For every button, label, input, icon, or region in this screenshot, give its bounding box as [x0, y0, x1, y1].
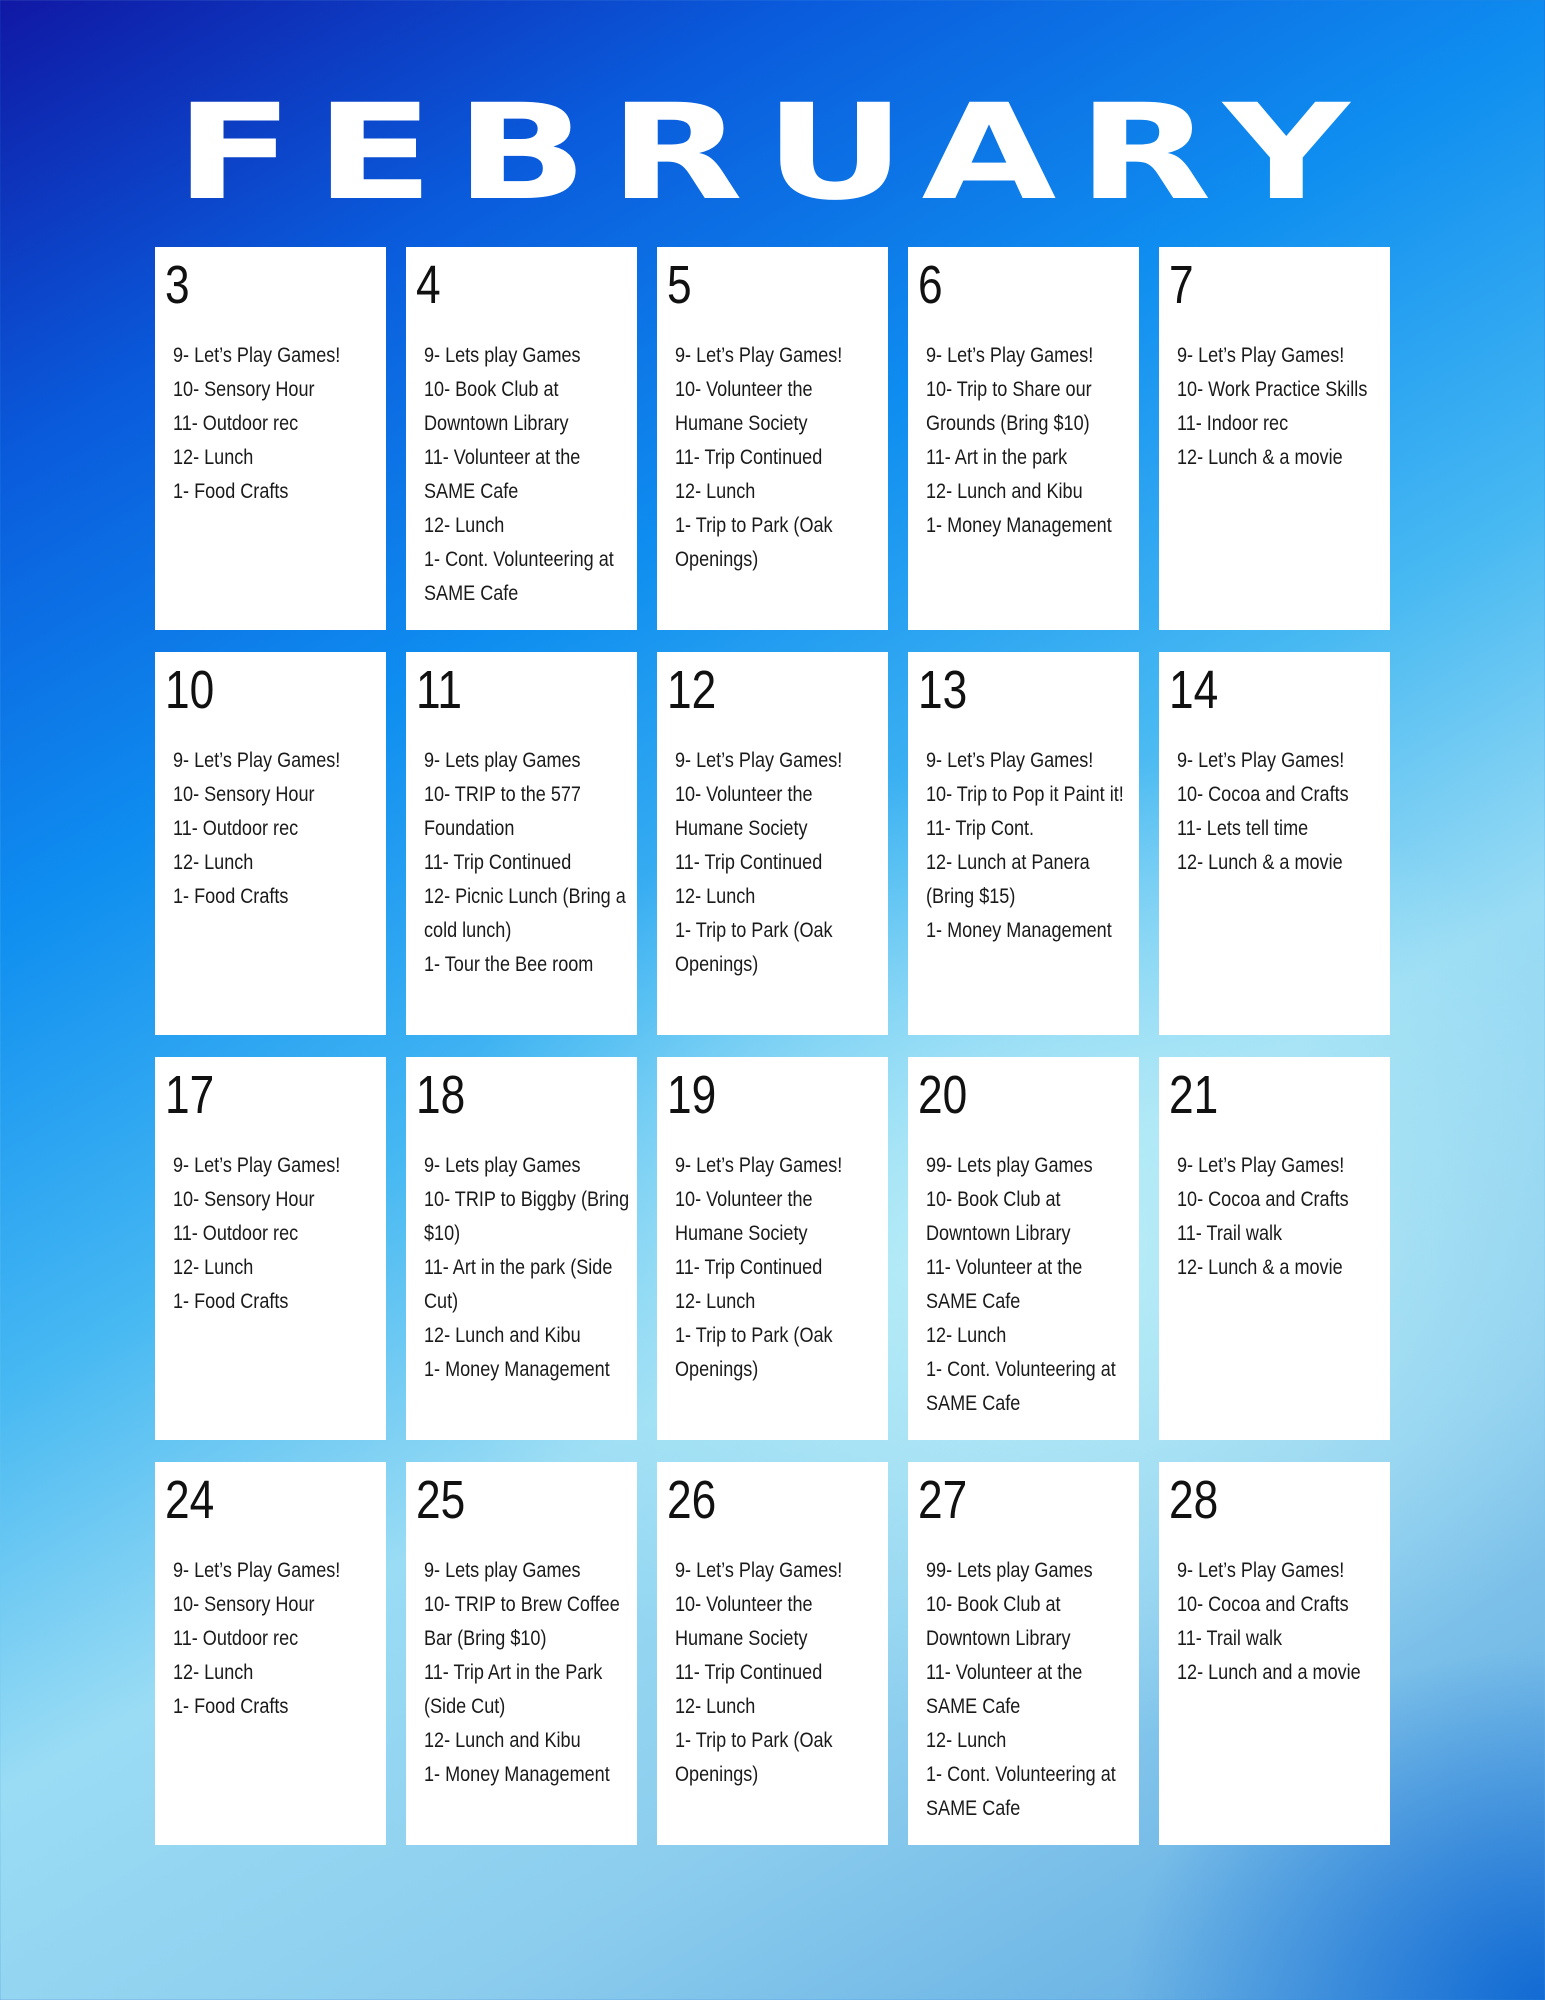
- day-cell: [1159, 1057, 1390, 1440]
- event-item: 12- Lunch: [675, 480, 756, 503]
- calendar-grid: [155, 247, 1390, 1845]
- event-item: 12- Lunch: [675, 1290, 756, 1313]
- event-item: 10- Sensory Hour: [173, 783, 315, 806]
- event-item: 11- Volunteer at the SAME Cafe: [926, 1661, 1083, 1718]
- event-item: 9- Let’s Play Games!: [675, 749, 843, 772]
- day-cell: [406, 1057, 637, 1440]
- event-item: 12- Lunch: [424, 514, 505, 537]
- event-item: 1- Cont. Volunteering at SAME Cafe: [926, 1358, 1116, 1415]
- event-item: 10- Volunteer the Humane Society: [675, 378, 813, 435]
- event-item: 9- Let’s Play Games!: [926, 749, 1094, 772]
- event-item: 1- Cont. Volunteering at SAME Cafe: [424, 548, 614, 605]
- day-cell: [1159, 652, 1390, 1035]
- event-item: 12- Lunch: [926, 1729, 1007, 1752]
- day-number: 19: [667, 1065, 717, 1125]
- day-number: 21: [1169, 1065, 1219, 1125]
- day-number: 3: [165, 255, 190, 315]
- event-list: [424, 1554, 631, 1792]
- event-item: 12- Lunch: [675, 885, 756, 908]
- event-item: 10- Volunteer the Humane Society: [675, 783, 813, 840]
- event-item: 10- Volunteer the Humane Society: [675, 1188, 813, 1245]
- day-cell: [1159, 1462, 1390, 1845]
- day-number: 5: [667, 255, 692, 315]
- day-cell: [155, 1057, 386, 1440]
- event-item: 12- Lunch & a movie: [1177, 1256, 1343, 1279]
- day-number: 13: [918, 660, 968, 720]
- event-item: 10- Sensory Hour: [173, 1188, 315, 1211]
- event-item: 10- Book Club at Downtown Library: [424, 378, 569, 435]
- event-item: 11- Trip Continued: [424, 851, 572, 874]
- event-item: 12- Lunch & a movie: [1177, 446, 1343, 469]
- day-number: 18: [416, 1065, 466, 1125]
- event-item: 11- Trip Art in the Park (Side Cut): [424, 1661, 603, 1718]
- event-item: 10- TRIP to Brew Coffee Bar (Bring $10): [424, 1593, 620, 1650]
- event-item: 1- Food Crafts: [173, 1290, 289, 1313]
- event-item: 99- Lets play Games: [926, 1559, 1093, 1582]
- event-item: 10- TRIP to Biggby (Bring $10): [424, 1188, 630, 1245]
- event-item: 99- Lets play Games: [926, 1154, 1093, 1177]
- event-item: 12- Lunch: [173, 1256, 254, 1279]
- event-item: 11- Indoor rec: [1177, 412, 1289, 435]
- day-number: 27: [918, 1470, 968, 1530]
- event-item: 9- Let’s Play Games!: [173, 749, 341, 772]
- event-item: 12- Lunch: [675, 1695, 756, 1718]
- day-number: 7: [1169, 255, 1194, 315]
- event-item: 10- Volunteer the Humane Society: [675, 1593, 813, 1650]
- event-item: 12- Lunch: [173, 1661, 254, 1684]
- event-item: 1- Cont. Volunteering at SAME Cafe: [926, 1763, 1116, 1820]
- page-title: FEBRUARY: [174, 76, 1371, 230]
- day-number: 25: [416, 1470, 466, 1530]
- event-item: 10- Work Practice Skills: [1177, 378, 1368, 401]
- day-cell: [657, 652, 888, 1035]
- event-item: 9- Let’s Play Games!: [1177, 1154, 1345, 1177]
- day-number: 4: [416, 255, 441, 315]
- event-list: [675, 1149, 882, 1387]
- event-item: 12- Lunch and a movie: [1177, 1661, 1361, 1684]
- event-item: 11- Trail walk: [1177, 1222, 1283, 1245]
- event-item: 10- Book Club at Downtown Library: [926, 1188, 1071, 1245]
- event-item: 10- Trip to Pop it Paint it!: [926, 783, 1124, 806]
- day-cell: [155, 1462, 386, 1845]
- event-item: 1- Trip to Park (Oak Openings): [675, 514, 833, 571]
- event-item: 9- Let’s Play Games!: [675, 344, 843, 367]
- event-list: [173, 339, 380, 509]
- day-cell: [657, 1462, 888, 1845]
- event-item: 10- Book Club at Downtown Library: [926, 1593, 1071, 1650]
- event-item: 12- Lunch: [173, 851, 254, 874]
- event-list: [424, 339, 631, 611]
- event-item: 1- Food Crafts: [173, 1695, 289, 1718]
- event-item: 10- Sensory Hour: [173, 1593, 315, 1616]
- event-item: 10- Cocoa and Crafts: [1177, 1188, 1349, 1211]
- event-item: 11- Volunteer at the SAME Cafe: [926, 1256, 1083, 1313]
- day-number: 6: [918, 255, 943, 315]
- event-list: [926, 339, 1133, 543]
- day-cell: [657, 247, 888, 630]
- event-item: 9- Let’s Play Games!: [1177, 749, 1345, 772]
- event-item: 9- Let’s Play Games!: [1177, 344, 1345, 367]
- event-item: 11- Outdoor rec: [173, 1627, 299, 1650]
- day-cell: [155, 247, 386, 630]
- event-item: 9- Lets play Games: [424, 344, 581, 367]
- event-item: 9- Lets play Games: [424, 749, 581, 772]
- event-item: 9- Let’s Play Games!: [173, 1154, 341, 1177]
- event-item: 12- Lunch and Kibu: [424, 1729, 581, 1752]
- day-number: 20: [918, 1065, 968, 1125]
- event-list: [675, 339, 882, 577]
- event-item: 1- Trip to Park (Oak Openings): [675, 919, 833, 976]
- event-list: [1177, 1149, 1384, 1285]
- event-item: 12- Picnic Lunch (Bring a cold lunch): [424, 885, 626, 942]
- event-item: 9- Let’s Play Games!: [173, 344, 341, 367]
- event-item: 9- Let’s Play Games!: [173, 1559, 341, 1582]
- event-list: [424, 1149, 631, 1387]
- event-item: 10- Cocoa and Crafts: [1177, 783, 1349, 806]
- event-list: [1177, 1554, 1384, 1690]
- event-item: 10- Trip to Share our Grounds (Bring $10): [926, 378, 1092, 435]
- day-cell: [155, 652, 386, 1035]
- event-item: 1- Food Crafts: [173, 885, 289, 908]
- event-item: 11- Art in the park: [926, 446, 1068, 469]
- event-item: 1- Money Management: [926, 514, 1112, 537]
- event-item: 10- Cocoa and Crafts: [1177, 1593, 1349, 1616]
- event-item: 10- Sensory Hour: [173, 378, 315, 401]
- event-list: [173, 1554, 380, 1724]
- event-item: 12- Lunch: [173, 446, 254, 469]
- day-number: 17: [165, 1065, 215, 1125]
- day-number: 14: [1169, 660, 1219, 720]
- day-number: 26: [667, 1470, 717, 1530]
- event-item: 11- Trip Continued: [675, 1661, 823, 1684]
- event-item: 1- Trip to Park (Oak Openings): [675, 1729, 833, 1786]
- event-item: 12- Lunch at Panera (Bring $15): [926, 851, 1090, 908]
- event-list: [424, 744, 631, 982]
- event-list: [926, 744, 1133, 948]
- day-cell: [406, 247, 637, 630]
- event-item: 12- Lunch: [926, 1324, 1007, 1347]
- event-item: 11- Art in the park (Side Cut): [424, 1256, 613, 1313]
- event-item: 9- Lets play Games: [424, 1559, 581, 1582]
- day-cell: [908, 1462, 1139, 1845]
- event-item: 12- Lunch and Kibu: [926, 480, 1083, 503]
- day-cell: [908, 247, 1139, 630]
- event-item: 1- Money Management: [424, 1763, 610, 1786]
- event-item: 11- Lets tell time: [1177, 817, 1309, 840]
- day-number: 28: [1169, 1470, 1219, 1530]
- event-item: 12- Lunch & a movie: [1177, 851, 1343, 874]
- event-item: 10- TRIP to the 577 Foundation: [424, 783, 581, 840]
- event-item: 11- Outdoor rec: [173, 412, 299, 435]
- day-cell: [657, 1057, 888, 1440]
- event-item: 9- Let’s Play Games!: [675, 1559, 843, 1582]
- event-item: 12- Lunch and Kibu: [424, 1324, 581, 1347]
- event-item: 11- Outdoor rec: [173, 817, 299, 840]
- event-item: 11- Outdoor rec: [173, 1222, 299, 1245]
- event-item: 9- Let’s Play Games!: [1177, 1559, 1345, 1582]
- event-list: [926, 1149, 1133, 1421]
- day-number: 12: [667, 660, 717, 720]
- day-number: 11: [416, 660, 462, 720]
- event-item: 1- Food Crafts: [173, 480, 289, 503]
- day-cell: [1159, 247, 1390, 630]
- day-cell: [406, 652, 637, 1035]
- event-item: 9- Let’s Play Games!: [675, 1154, 843, 1177]
- event-item: 9- Lets play Games: [424, 1154, 581, 1177]
- day-cell: [406, 1462, 637, 1845]
- event-list: [1177, 339, 1384, 475]
- day-number: 10: [165, 660, 215, 720]
- day-cell: [908, 652, 1139, 1035]
- event-list: [173, 744, 380, 914]
- event-item: 11- Trip Continued: [675, 851, 823, 874]
- event-item: 1- Money Management: [926, 919, 1112, 942]
- event-list: [1177, 744, 1384, 880]
- event-item: 1- Tour the Bee room: [424, 953, 594, 976]
- event-list: [173, 1149, 380, 1319]
- day-cell: [908, 1057, 1139, 1440]
- event-item: 11- Volunteer at the SAME Cafe: [424, 446, 581, 503]
- event-list: [675, 744, 882, 982]
- event-list: [926, 1554, 1133, 1826]
- event-list: [675, 1554, 882, 1792]
- day-number: 24: [165, 1470, 215, 1530]
- event-item: 1- Trip to Park (Oak Openings): [675, 1324, 833, 1381]
- event-item: 9- Let’s Play Games!: [926, 344, 1094, 367]
- event-item: 11- Trail walk: [1177, 1627, 1283, 1650]
- event-item: 11- Trip Continued: [675, 446, 823, 469]
- event-item: 1- Money Management: [424, 1358, 610, 1381]
- event-item: 11- Trip Cont.: [926, 817, 1035, 840]
- event-item: 11- Trip Continued: [675, 1256, 823, 1279]
